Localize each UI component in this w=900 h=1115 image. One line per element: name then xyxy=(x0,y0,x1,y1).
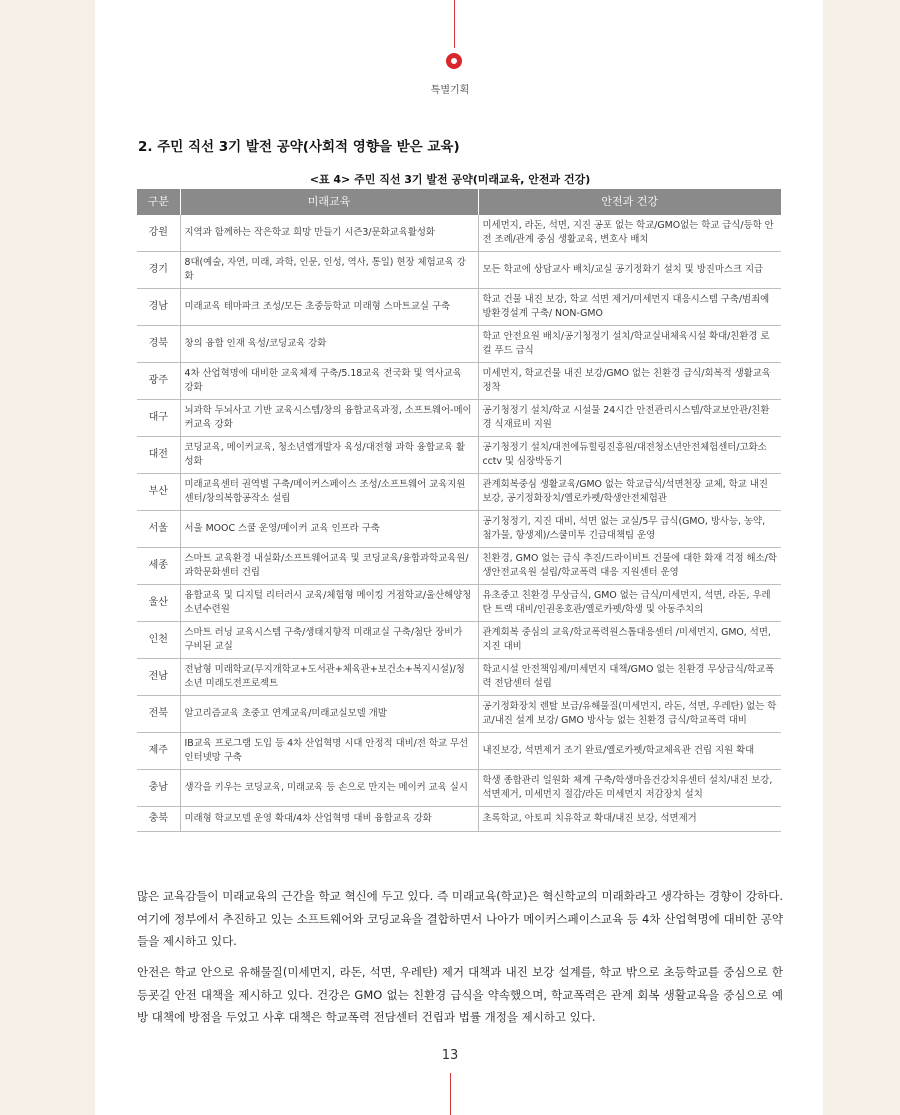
safety-health-cell: 공기청정기 설치/학교 시설물 24시간 안전관리시스템/학교보안관/친환경 식재료비 지원 xyxy=(478,400,781,437)
future-education-cell: 융합교육 및 디지털 리터러시 교육/체험형 메이킹 거점학교/울산해양청소년수련원 xyxy=(180,585,478,622)
table-caption: <표 4> 주민 직선 3기 발전 공약(미래교육, 안전과 건강) xyxy=(309,173,591,186)
table-row xyxy=(137,326,781,363)
table-row xyxy=(137,622,781,659)
safety-health-cell: 공기정화장치 렌탈 보급/유해물질(미세먼지, 라돈, 석면, 우레탄) 없는 학교/내진 설계 보강/ GMO 방사능 없는 친환경 급식/학교폭력 대비 xyxy=(478,696,781,733)
safety-health-cell: 관계회복중심 생활교육/GMO 없는 학교급식/석면천장 교체, 학교 내진 보강, 공기정화장치/옐로카펫/학생안전체험관 xyxy=(478,474,781,511)
table-row xyxy=(137,252,781,289)
future-education-cell: 지역과 함께하는 작은학교 희망 만들기 시즌3/문화교육활성화 xyxy=(180,215,478,252)
safety-health-cell: 친환경, GMO 없는 급식 추진/드라이비트 건물에 대한 화재 걱정 해소/학생안전교육원 설립/학교폭력 대응 지원센터 운영 xyxy=(478,548,781,585)
paragraph-safety-health: 안전은 학교 안으로 유해물질(미세먼지, 라돈, 석면, 우레탄) 제거 대책과 내진 보강 설계를, 학교 밖으로 초등학교를 중심으로 한 등굣길 안전 대책을 제시하고 있다. 건강은 GMO 없는 친환경 급식을 약속했으며, 학교폭력은 관계 회복 생활교육을 중심으로 예방 대책에 방점을 두었고 사후 대책은 학교폭력 전담센터 건립과 법률 개정을 제시하고 있다. xyxy=(137,965,783,1024)
table-row xyxy=(137,770,781,807)
table-row xyxy=(137,400,781,437)
safety-health-cell: 학교시설 안전책임제/미세먼지 대책/GMO 없는 친환경 무상급식/학교폭력 전담센터 설립 xyxy=(478,659,781,696)
safety-health-cell: 미세먼지, 라돈, 석면, 지진 공포 없는 학교/GMO없는 학교 급식/등학 안전 조례/관계 중심 생활교육, 변호사 배치 xyxy=(478,215,781,252)
region-cell: 경북 xyxy=(137,326,180,363)
future-education-cell: 서울 MOOC 스쿨 운영/메이커 교육 인프라 구축 xyxy=(180,511,478,548)
column-header-safety-health: 안전과 건강 xyxy=(478,189,781,215)
table-row xyxy=(137,807,781,832)
section-label: 특별기획 xyxy=(430,85,470,96)
table-row xyxy=(137,215,781,252)
safety-health-cell: 관계회복 중심의 교육/학교폭력원스톱대응센터 /미세먼지, GMO, 석면, 지진 대비 xyxy=(478,622,781,659)
safety-health-cell: 미세먼지, 학교건물 내진 보강/GMO 없는 친환경 급식/회복적 생활교육 정착 xyxy=(478,363,781,400)
region-cell: 인천 xyxy=(137,622,180,659)
table-row xyxy=(137,289,781,326)
table-row xyxy=(137,585,781,622)
future-education-cell: IB교육 프로그램 도입 등 4차 산업혁명 시대 안정적 대비/전 학교 무선인터넷망 구축 xyxy=(180,733,478,770)
table-row xyxy=(137,437,781,474)
future-education-cell: 창의 융합 인재 육성/코딩교육 강화 xyxy=(180,326,478,363)
safety-health-cell: 공기청정기 설치/대전에듀힐링진흥원/대전청소년안전체험센터/고화소 cctv 및 심장박동기 xyxy=(478,437,781,474)
top-decor-line xyxy=(454,0,455,48)
safety-health-cell: 유초중고 친환경 무상급식, GMO 없는 급식/미세먼지, 석면, 라돈, 우레탄 트랙 대비/인권옹호관/옐로카펫/학생 및 아동주치의 xyxy=(478,585,781,622)
future-education-cell: 스마트 교육환경 내실화/소프트웨어교육 및 코딩교육/융합과학교육원/과학문화센터 건립 xyxy=(180,548,478,585)
safety-health-cell: 학교 안전요원 배치/공기청정기 설치/학교실내체육시설 확대/친환경 로컬 푸드 급식 xyxy=(478,326,781,363)
future-education-cell: 미래교육센터 권역별 구축/메이커스페이스 조성/소프트웨어 교육지원센터/창의복합공작소 설립 xyxy=(180,474,478,511)
region-cell: 광주 xyxy=(137,363,180,400)
safety-health-cell: 학생 종합관리 일원화 체계 구축/학생마음건강치유센터 설치/내진 보강, 석면제거, 미세먼지 절감/라돈 미세먼지 저감장치 설치 xyxy=(478,770,781,807)
future-education-cell: 생각을 키우는 코딩교육, 미래교육 등 손으로 만지는 메이커 교육 실시 xyxy=(180,770,478,807)
region-cell: 충남 xyxy=(137,770,180,807)
future-education-cell: 뇌과학 두뇌사고 기반 교육시스템/창의 융합교육과정, 소프트웨어-메이커교육 강화 xyxy=(180,400,478,437)
future-education-cell: 전남형 미래학교(무지개학교+도서관+체육관+보건소+복지시설)/청소년 미래도전프로젝트 xyxy=(180,659,478,696)
region-cell: 제주 xyxy=(137,733,180,770)
pledge-table xyxy=(137,189,781,832)
column-header-region: 구분 xyxy=(137,189,180,215)
safety-health-cell: 공기청정기, 지진 대비, 석면 없는 교실/5무 급식(GMO, 방사능, 농약, 첨가물, 항생제)/스쿨미투 긴급대책팀 운영 xyxy=(478,511,781,548)
safety-health-cell: 초록학교, 아토피 치유학교 확대/내진 보강, 석면제거 xyxy=(478,807,781,832)
future-education-cell: 8대(예술, 자연, 미래, 과학, 인문, 인성, 역사, 통일) 현장 체험교육 강화 xyxy=(180,252,478,289)
page-number: 13 xyxy=(441,1048,459,1063)
region-cell: 세종 xyxy=(137,548,180,585)
column-header-future-education: 미래교육 xyxy=(180,189,478,215)
paragraph-future-education: 많은 교육감들이 미래교육의 근간을 학교 혁신에 두고 있다. 즉 미래교육(학교)은 혁신학교의 미래화라고 생각하는 경향이 강하다. 여기에 정부에서 추진하고 있는 소프트웨어와 코딩교육을 결합하면서 나아가 메이커스페이스교육 등 4차 산업혁명에 대비한 공약들을 제시하고 있다. xyxy=(137,889,784,948)
table-row xyxy=(137,548,781,585)
region-cell: 대전 xyxy=(137,437,180,474)
table-header-row xyxy=(137,189,781,215)
region-cell: 전남 xyxy=(137,659,180,696)
region-cell: 충북 xyxy=(137,807,180,832)
region-cell: 대구 xyxy=(137,400,180,437)
section-dot-icon xyxy=(446,53,462,69)
region-cell: 경기 xyxy=(137,252,180,289)
future-education-cell: 코딩교육, 메이커교육, 청소년앱개발자 육성/대전형 과학 융합교육 활성화 xyxy=(180,437,478,474)
region-cell: 부산 xyxy=(137,474,180,511)
bottom-decor-line xyxy=(450,1073,451,1115)
region-cell: 서울 xyxy=(137,511,180,548)
future-education-cell: 4차 산업혁명에 대비한 교육체제 구축/5.18교육 전국화 및 역사교육 강화 xyxy=(180,363,478,400)
section-heading: 2. 주민 직선 3기 발전 공약(사회적 영향을 받은 교육) xyxy=(138,139,460,155)
table-row xyxy=(137,363,781,400)
table-row xyxy=(137,659,781,696)
future-education-cell: 스마트 러닝 교육시스템 구축/생태지향적 미래교실 구축/첨단 장비가 구비된 교실 xyxy=(180,622,478,659)
future-education-cell: 미래형 학교모델 운영 확대/4차 산업혁명 대비 융합교육 강화 xyxy=(180,807,478,832)
future-education-cell: 미래교육 테마파크 조성/모든 초중등학교 미래형 스마트교실 구축 xyxy=(180,289,478,326)
region-cell: 강원 xyxy=(137,215,180,252)
table-row xyxy=(137,696,781,733)
region-cell: 전북 xyxy=(137,696,180,733)
safety-health-cell: 내진보강, 석면제거 조기 완료/옐로카펫/학교체육관 건립 지원 확대 xyxy=(478,733,781,770)
table-row xyxy=(137,474,781,511)
table-row xyxy=(137,733,781,770)
future-education-cell: 알고리즘교육 초중고 연계교육/미래교실모델 개발 xyxy=(180,696,478,733)
region-cell: 경남 xyxy=(137,289,180,326)
safety-health-cell: 학교 건물 내진 보강, 학교 석면 제거/미세먼지 대응시스템 구축/범죄예방환경설계 구축/ NON-GMO xyxy=(478,289,781,326)
table-row xyxy=(137,511,781,548)
region-cell: 울산 xyxy=(137,585,180,622)
safety-health-cell: 모든 학교에 상담교사 배치/교실 공기정화기 설치 및 방진마스크 지급 xyxy=(478,252,781,289)
